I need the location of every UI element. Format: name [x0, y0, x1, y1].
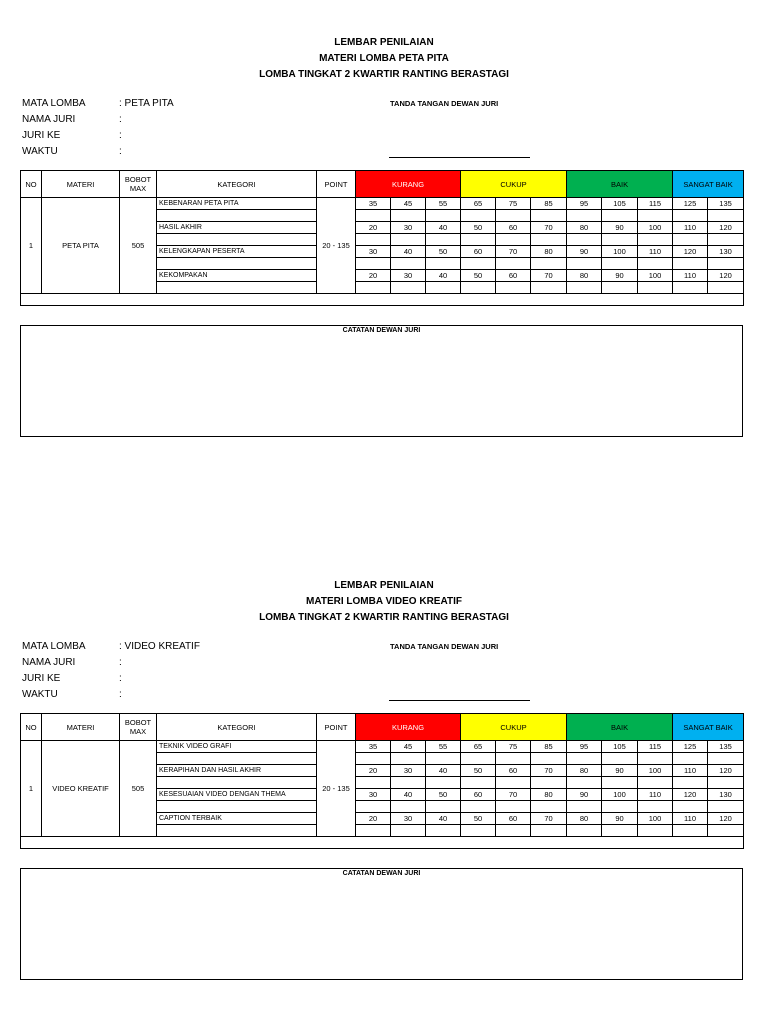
score-input-cell[interactable]	[602, 801, 638, 813]
score-cell: 65	[461, 198, 496, 210]
score-cell: 20	[356, 270, 391, 282]
score-input-cell[interactable]	[461, 258, 496, 270]
score-input-cell[interactable]	[496, 777, 531, 789]
header-sangat-baik: SANGAT BAIK	[673, 714, 744, 741]
score-cell: 100	[638, 222, 673, 234]
score-input-cell[interactable]	[638, 801, 673, 813]
score-input-cell[interactable]	[638, 258, 673, 270]
score-cell: 125	[673, 741, 708, 753]
info-label: MATA LOMBA	[22, 98, 86, 109]
score-input-cell[interactable]	[461, 210, 496, 222]
score-input-cell[interactable]	[531, 777, 567, 789]
score-cell: 90	[602, 765, 638, 777]
header-baik: BAIK	[567, 714, 673, 741]
score-input-cell[interactable]	[638, 777, 673, 789]
info-value: : VIDEO KREATIF	[119, 641, 200, 652]
info-row-nama-juri	[22, 655, 200, 671]
judge-notes-label: CATATAN DEWAN JURI	[342, 870, 421, 877]
score-cell: 55	[426, 198, 461, 210]
score-cell: 110	[673, 765, 708, 777]
score-cell: 100	[638, 813, 673, 825]
score-input-cell[interactable]	[567, 210, 602, 222]
score-cell: 110	[638, 789, 673, 801]
score-cell: 85	[531, 741, 567, 753]
score-input-cell[interactable]	[426, 282, 461, 294]
info-row-waktu	[22, 687, 200, 703]
score-input-cell[interactable]	[708, 801, 744, 813]
category-spacer	[157, 258, 317, 270]
score-cell: 30	[391, 222, 426, 234]
score-cell: 130	[708, 789, 744, 801]
score-cell: 60	[496, 222, 531, 234]
score-input-cell[interactable]	[567, 282, 602, 294]
score-input-cell[interactable]	[602, 258, 638, 270]
score-cell: 50	[461, 813, 496, 825]
score-input-cell[interactable]	[496, 825, 531, 837]
score-input-cell[interactable]	[391, 753, 426, 765]
score-input-cell[interactable]	[531, 825, 567, 837]
score-cell: 100	[638, 270, 673, 282]
score-cell: 130	[708, 246, 744, 258]
score-cell: 90	[567, 789, 602, 801]
score-input-cell[interactable]	[356, 282, 391, 294]
score-cell: 95	[567, 741, 602, 753]
header-kurang: KURANG	[356, 171, 461, 198]
info-value: :	[119, 146, 122, 157]
score-input-cell[interactable]	[391, 801, 426, 813]
sheet-subtitle: MATERI LOMBA PETA PITA	[319, 53, 449, 64]
score-cell: 120	[673, 246, 708, 258]
score-cell: 110	[673, 813, 708, 825]
signature-label: TANDA TANGAN DEWAN JURI	[390, 642, 499, 651]
score-cell: 40	[426, 222, 461, 234]
score-input-cell[interactable]	[496, 282, 531, 294]
judge-notes-box[interactable]	[20, 868, 743, 980]
info-row-waktu	[22, 144, 174, 160]
row-number: 1	[21, 741, 42, 837]
category-spacer	[157, 825, 317, 837]
score-cell: 35	[356, 741, 391, 753]
score-input-cell[interactable]	[356, 234, 391, 246]
info-value: :	[119, 114, 122, 125]
score-input-cell[interactable]	[461, 825, 496, 837]
header-no: NO	[21, 171, 42, 198]
info-value: :	[119, 130, 122, 141]
category-spacer	[157, 777, 317, 789]
score-input-cell[interactable]	[426, 801, 461, 813]
score-cell: 40	[426, 813, 461, 825]
score-cell: 30	[391, 765, 426, 777]
score-input-cell[interactable]	[673, 210, 708, 222]
score-input-cell[interactable]	[391, 777, 426, 789]
score-cell: 90	[602, 270, 638, 282]
score-cell: 20	[356, 222, 391, 234]
info-row-nama-juri	[22, 112, 174, 128]
score-input-cell[interactable]	[391, 825, 426, 837]
score-input-cell[interactable]	[708, 234, 744, 246]
score-cell: 100	[602, 246, 638, 258]
info-value: :	[119, 689, 122, 700]
score-input-cell[interactable]	[356, 258, 391, 270]
info-row-mata-lomba	[22, 639, 200, 655]
header-no: NO	[21, 714, 42, 741]
score-cell: 110	[673, 270, 708, 282]
score-cell: 90	[602, 222, 638, 234]
score-input-cell[interactable]	[602, 210, 638, 222]
score-cell: 50	[426, 246, 461, 258]
category-spacer	[157, 210, 317, 222]
score-input-cell[interactable]	[496, 258, 531, 270]
score-input-cell[interactable]	[673, 258, 708, 270]
score-input-cell[interactable]	[391, 258, 426, 270]
bobot-cell: 505	[120, 741, 157, 837]
score-input-cell[interactable]	[567, 753, 602, 765]
header-cukup: CUKUP	[461, 714, 567, 741]
header-materi: MATERI	[42, 714, 120, 741]
score-cell: 115	[638, 198, 673, 210]
score-cell: 40	[391, 789, 426, 801]
row-number: 1	[21, 198, 42, 294]
score-table	[20, 713, 744, 849]
score-input-cell[interactable]	[426, 753, 461, 765]
score-input-cell[interactable]	[602, 282, 638, 294]
judge-notes-box[interactable]	[20, 325, 743, 437]
score-cell: 30	[356, 246, 391, 258]
score-input-cell[interactable]	[638, 234, 673, 246]
materi-cell: PETA PITA	[42, 198, 120, 294]
assessment-sheet-1	[0, 0, 768, 460]
point-range: 20 - 135	[317, 741, 356, 837]
score-cell: 95	[567, 198, 602, 210]
sheet-event: LOMBA TINGKAT 2 KWARTIR RANTING BERASTAGI	[259, 69, 509, 80]
header-cukup: CUKUP	[461, 171, 567, 198]
assessment-sheet-2	[0, 543, 768, 1003]
score-input-cell[interactable]	[638, 282, 673, 294]
score-input-cell[interactable]	[708, 753, 744, 765]
score-input-cell[interactable]	[567, 234, 602, 246]
materi-cell: VIDEO KREATIF	[42, 741, 120, 837]
score-cell: 90	[567, 246, 602, 258]
score-cell: 45	[391, 741, 426, 753]
info-value: : PETA PITA	[119, 98, 174, 109]
score-input-cell[interactable]	[602, 234, 638, 246]
score-input-cell[interactable]	[602, 825, 638, 837]
score-input-cell[interactable]	[426, 777, 461, 789]
score-cell: 70	[531, 813, 567, 825]
score-cell: 50	[461, 765, 496, 777]
info-row-mata-lomba	[22, 96, 174, 112]
score-input-cell[interactable]	[356, 210, 391, 222]
info-label: JURI KE	[22, 130, 61, 141]
sheet-subtitle: MATERI LOMBA VIDEO KREATIF	[306, 596, 462, 607]
score-input-cell[interactable]	[638, 825, 673, 837]
score-cell: 60	[461, 789, 496, 801]
score-cell: 115	[638, 741, 673, 753]
score-cell: 110	[638, 246, 673, 258]
judge-notes-label: CATATAN DEWAN JURI	[342, 327, 421, 334]
total-row[interactable]	[21, 837, 744, 849]
score-cell: 60	[496, 270, 531, 282]
score-input-cell[interactable]	[673, 825, 708, 837]
category-spacer	[157, 234, 317, 246]
score-input-cell[interactable]	[461, 801, 496, 813]
signature-label: TANDA TANGAN DEWAN JURI	[390, 99, 499, 108]
category-name: TEKNIK VIDEO GRAFI	[157, 741, 317, 753]
score-cell: 80	[567, 222, 602, 234]
info-label: WAKTU	[22, 689, 58, 700]
category-name: KEKOMPAKAN	[157, 270, 317, 282]
score-cell: 100	[602, 789, 638, 801]
score-input-cell[interactable]	[356, 825, 391, 837]
info-label: MATA LOMBA	[22, 641, 86, 652]
score-cell: 85	[531, 198, 567, 210]
score-cell: 50	[426, 789, 461, 801]
score-cell: 40	[391, 246, 426, 258]
header-bobot: BOBOT MAX	[120, 714, 157, 741]
header-kategori: KATEGORI	[157, 714, 317, 741]
score-cell: 120	[673, 789, 708, 801]
signature-line	[389, 157, 530, 158]
score-cell: 40	[426, 270, 461, 282]
info-label: NAMA JURI	[22, 114, 76, 125]
score-cell: 120	[708, 270, 744, 282]
score-input-cell[interactable]	[567, 825, 602, 837]
score-input-cell[interactable]	[461, 282, 496, 294]
score-cell: 80	[531, 789, 567, 801]
info-label: NAMA JURI	[22, 657, 76, 668]
info-row-juri-ke	[22, 128, 174, 144]
score-cell: 60	[461, 246, 496, 258]
score-cell: 50	[461, 222, 496, 234]
score-cell: 70	[496, 246, 531, 258]
sheet-event: LOMBA TINGKAT 2 KWARTIR RANTING BERASTAGI	[259, 612, 509, 623]
score-input-cell[interactable]	[426, 258, 461, 270]
total-row[interactable]	[21, 294, 744, 306]
score-input-cell[interactable]	[461, 234, 496, 246]
info-label: JURI KE	[22, 673, 61, 684]
info-value: :	[119, 657, 122, 668]
score-cell: 70	[531, 765, 567, 777]
score-cell: 50	[461, 270, 496, 282]
score-cell: 120	[708, 222, 744, 234]
score-input-cell[interactable]	[496, 801, 531, 813]
score-input-cell[interactable]	[673, 777, 708, 789]
score-cell: 110	[673, 222, 708, 234]
score-input-cell[interactable]	[391, 234, 426, 246]
score-cell: 80	[531, 246, 567, 258]
category-spacer	[157, 801, 317, 813]
score-input-cell[interactable]	[673, 753, 708, 765]
bobot-cell: 505	[120, 198, 157, 294]
category-name: KESESUAIAN VIDEO DENGAN THEMA	[157, 789, 317, 801]
score-input-cell[interactable]	[496, 753, 531, 765]
score-input-cell[interactable]	[638, 210, 673, 222]
score-cell: 135	[708, 198, 744, 210]
score-cell: 120	[708, 765, 744, 777]
sheet-title: LEMBAR PENILAIAN	[334, 37, 434, 48]
score-cell: 60	[496, 813, 531, 825]
score-cell: 120	[708, 813, 744, 825]
score-input-cell[interactable]	[708, 282, 744, 294]
header-point: POINT	[317, 714, 356, 741]
score-cell: 80	[567, 765, 602, 777]
score-cell: 90	[602, 813, 638, 825]
header-kategori: KATEGORI	[157, 171, 317, 198]
header-materi: MATERI	[42, 171, 120, 198]
score-input-cell[interactable]	[531, 753, 567, 765]
score-cell: 30	[356, 789, 391, 801]
score-input-cell[interactable]	[461, 753, 496, 765]
category-name: HASIL AKHIR	[157, 222, 317, 234]
header-bobot: BOBOT MAX	[120, 171, 157, 198]
score-cell: 20	[356, 813, 391, 825]
score-input-cell[interactable]	[638, 753, 673, 765]
score-input-cell[interactable]	[673, 282, 708, 294]
info-row-juri-ke	[22, 671, 200, 687]
score-input-cell[interactable]	[708, 258, 744, 270]
score-cell: 80	[567, 813, 602, 825]
score-cell: 135	[708, 741, 744, 753]
score-cell: 80	[567, 270, 602, 282]
score-input-cell[interactable]	[531, 210, 567, 222]
score-table	[20, 170, 744, 306]
score-input-cell[interactable]	[708, 825, 744, 837]
score-input-cell[interactable]	[567, 777, 602, 789]
score-input-cell[interactable]	[356, 801, 391, 813]
score-cell: 105	[602, 741, 638, 753]
category-spacer	[157, 753, 317, 765]
score-input-cell[interactable]	[602, 753, 638, 765]
score-cell: 100	[638, 765, 673, 777]
category-name: KEBENARAN PETA PITA	[157, 198, 317, 210]
info-value: :	[119, 673, 122, 684]
score-cell: 75	[496, 198, 531, 210]
score-input-cell[interactable]	[708, 210, 744, 222]
score-cell: 30	[391, 813, 426, 825]
score-cell: 20	[356, 765, 391, 777]
score-input-cell[interactable]	[531, 801, 567, 813]
score-cell: 60	[496, 765, 531, 777]
category-name: KERAPIHAN DAN HASIL AKHIR	[157, 765, 317, 777]
score-cell: 70	[531, 270, 567, 282]
category-spacer	[157, 282, 317, 294]
point-range: 20 - 135	[317, 198, 356, 294]
score-cell: 70	[531, 222, 567, 234]
score-input-cell[interactable]	[496, 210, 531, 222]
score-input-cell[interactable]	[602, 777, 638, 789]
score-cell: 40	[426, 765, 461, 777]
score-cell: 70	[496, 789, 531, 801]
score-cell: 65	[461, 741, 496, 753]
score-input-cell[interactable]	[391, 210, 426, 222]
score-input-cell[interactable]	[673, 234, 708, 246]
header-kurang: KURANG	[356, 714, 461, 741]
category-name: KELENGKAPAN PESERTA	[157, 246, 317, 258]
score-cell: 30	[391, 270, 426, 282]
score-input-cell[interactable]	[567, 801, 602, 813]
score-input-cell[interactable]	[531, 282, 567, 294]
score-cell: 75	[496, 741, 531, 753]
category-name: CAPTION TERBAIK	[157, 813, 317, 825]
score-input-cell[interactable]	[426, 825, 461, 837]
score-input-cell[interactable]	[673, 801, 708, 813]
signature-line	[389, 700, 530, 701]
score-input-cell[interactable]	[356, 753, 391, 765]
score-cell: 105	[602, 198, 638, 210]
header-sangat-baik: SANGAT BAIK	[673, 171, 744, 198]
score-input-cell[interactable]	[391, 282, 426, 294]
info-block	[22, 639, 200, 703]
score-input-cell[interactable]	[356, 777, 391, 789]
header-point: POINT	[317, 171, 356, 198]
score-input-cell[interactable]	[708, 777, 744, 789]
score-input-cell[interactable]	[426, 210, 461, 222]
score-cell: 55	[426, 741, 461, 753]
info-block	[22, 96, 174, 160]
sheet-title: LEMBAR PENILAIAN	[334, 580, 434, 591]
score-input-cell[interactable]	[461, 777, 496, 789]
score-input-cell[interactable]	[426, 234, 461, 246]
header-baik: BAIK	[567, 171, 673, 198]
score-input-cell[interactable]	[531, 258, 567, 270]
score-cell: 125	[673, 198, 708, 210]
info-label: WAKTU	[22, 146, 58, 157]
score-input-cell[interactable]	[531, 234, 567, 246]
score-cell: 45	[391, 198, 426, 210]
score-input-cell[interactable]	[567, 258, 602, 270]
score-input-cell[interactable]	[496, 234, 531, 246]
score-cell: 35	[356, 198, 391, 210]
